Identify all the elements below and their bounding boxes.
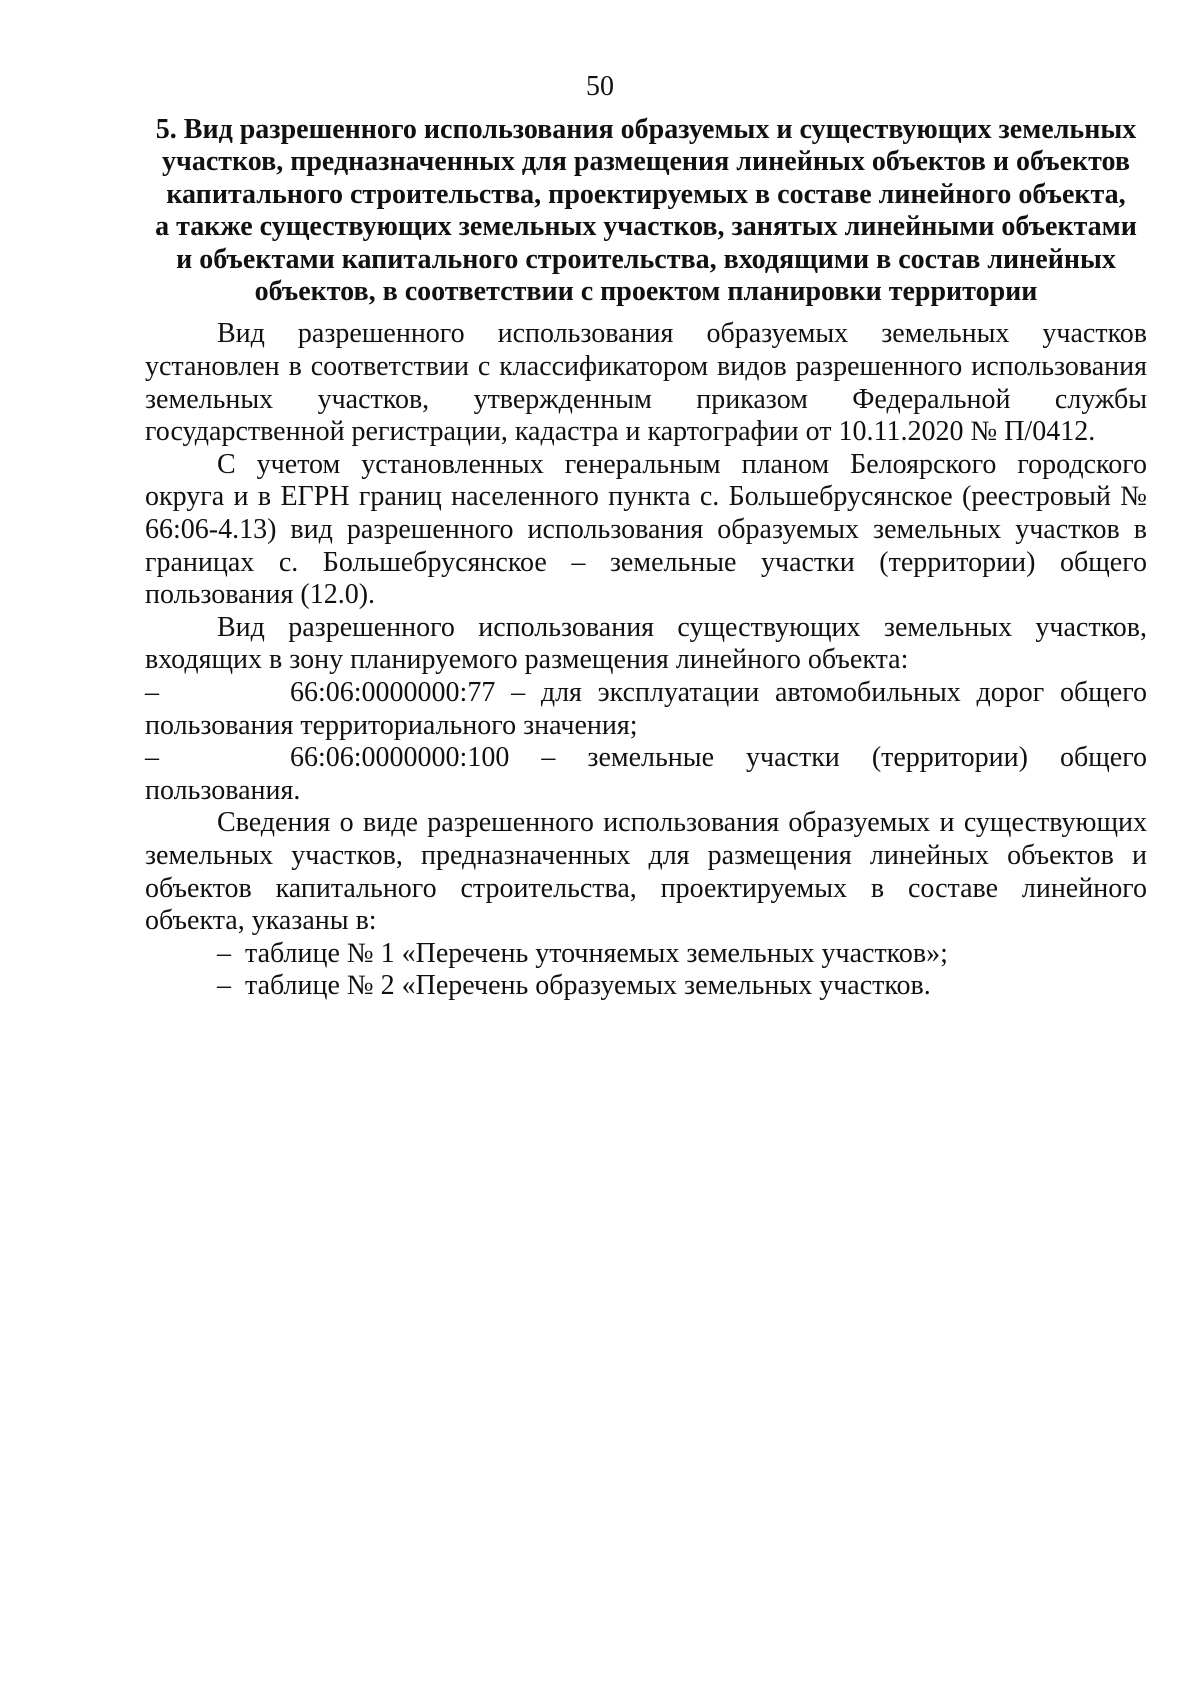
parcel-text: 66:06:0000000:100 – земельные участки (территории) общего пользования. — [145, 742, 1147, 806]
page-content — [145, 114, 1147, 1003]
parcel-text: 66:06:0000000:77 – для эксплуатации автомобильных дорог общего пользования территориального значения; — [145, 676, 1147, 741]
heading-line: а также существующих земельных участков, занятых линейными объектами — [155, 211, 1137, 243]
heading-line: и объектами капитального строительства, входящими в состав линейных — [176, 243, 1116, 275]
paragraph-classifier: Вид разрешенного использования образуемых земельных участков установлен в соответствии с классификатором видов разрешенного использования земельных участков, утвержденным приказом Федеральной службы государственной регистрации, кадастра и картографии от 10.11.2020 № П/0412. — [145, 318, 1147, 448]
heading-line: участков, предназначенных для размещения линейных объектов и объектов — [162, 146, 1130, 178]
list-dash: – — [145, 742, 159, 774]
table-reference-item — [145, 938, 1147, 971]
paragraph-tables-reference: Сведения о виде разрешенного использования образуемых и существующих земельных участков, предназначенных для размещения линейных объектов и объектов капитального строительства, проектируемых в составе линейного объекта, указаны в: — [145, 807, 1147, 937]
table-reference-text: таблице № 1 «Перечень уточняемых земельных участков»; — [245, 937, 948, 969]
section-heading — [145, 114, 1147, 308]
parcel-list-item — [145, 677, 1147, 742]
parcel-list-item — [145, 742, 1147, 807]
list-dash: – — [217, 970, 231, 1002]
paragraph-existing-parcels: Вид разрешенного использования существующих земельных участков, входящих в зону планируемого размещения линейного объекта: — [145, 611, 1147, 676]
list-dash: – — [217, 937, 231, 969]
page-number: 50 — [586, 71, 614, 102]
table-reference-text: таблице № 2 «Перечень образуемых земельных участков. — [245, 970, 931, 1002]
heading-line: объектов, в соответствии с проектом планировки территории — [254, 276, 1038, 308]
list-dash: – — [145, 676, 159, 708]
heading-line: 5. Вид разрешенного использования образуемых и существующих земельных — [155, 114, 1137, 145]
heading-line: капитального строительства, проектируемых в составе линейного объекта, — [166, 178, 1126, 210]
paragraph-general-plan: С учетом установленных генеральным планом Белоярского городского округа и в ЕГРН границ населенного пункта с. Большебрусянское (реестровый № 66:06-4.13) вид разрешенного использования образуемых земельных участков в границах с. Большебрусянское – земельные участки (территории) общего пользования (12.0). — [145, 448, 1147, 611]
table-reference-item — [145, 970, 1147, 1003]
